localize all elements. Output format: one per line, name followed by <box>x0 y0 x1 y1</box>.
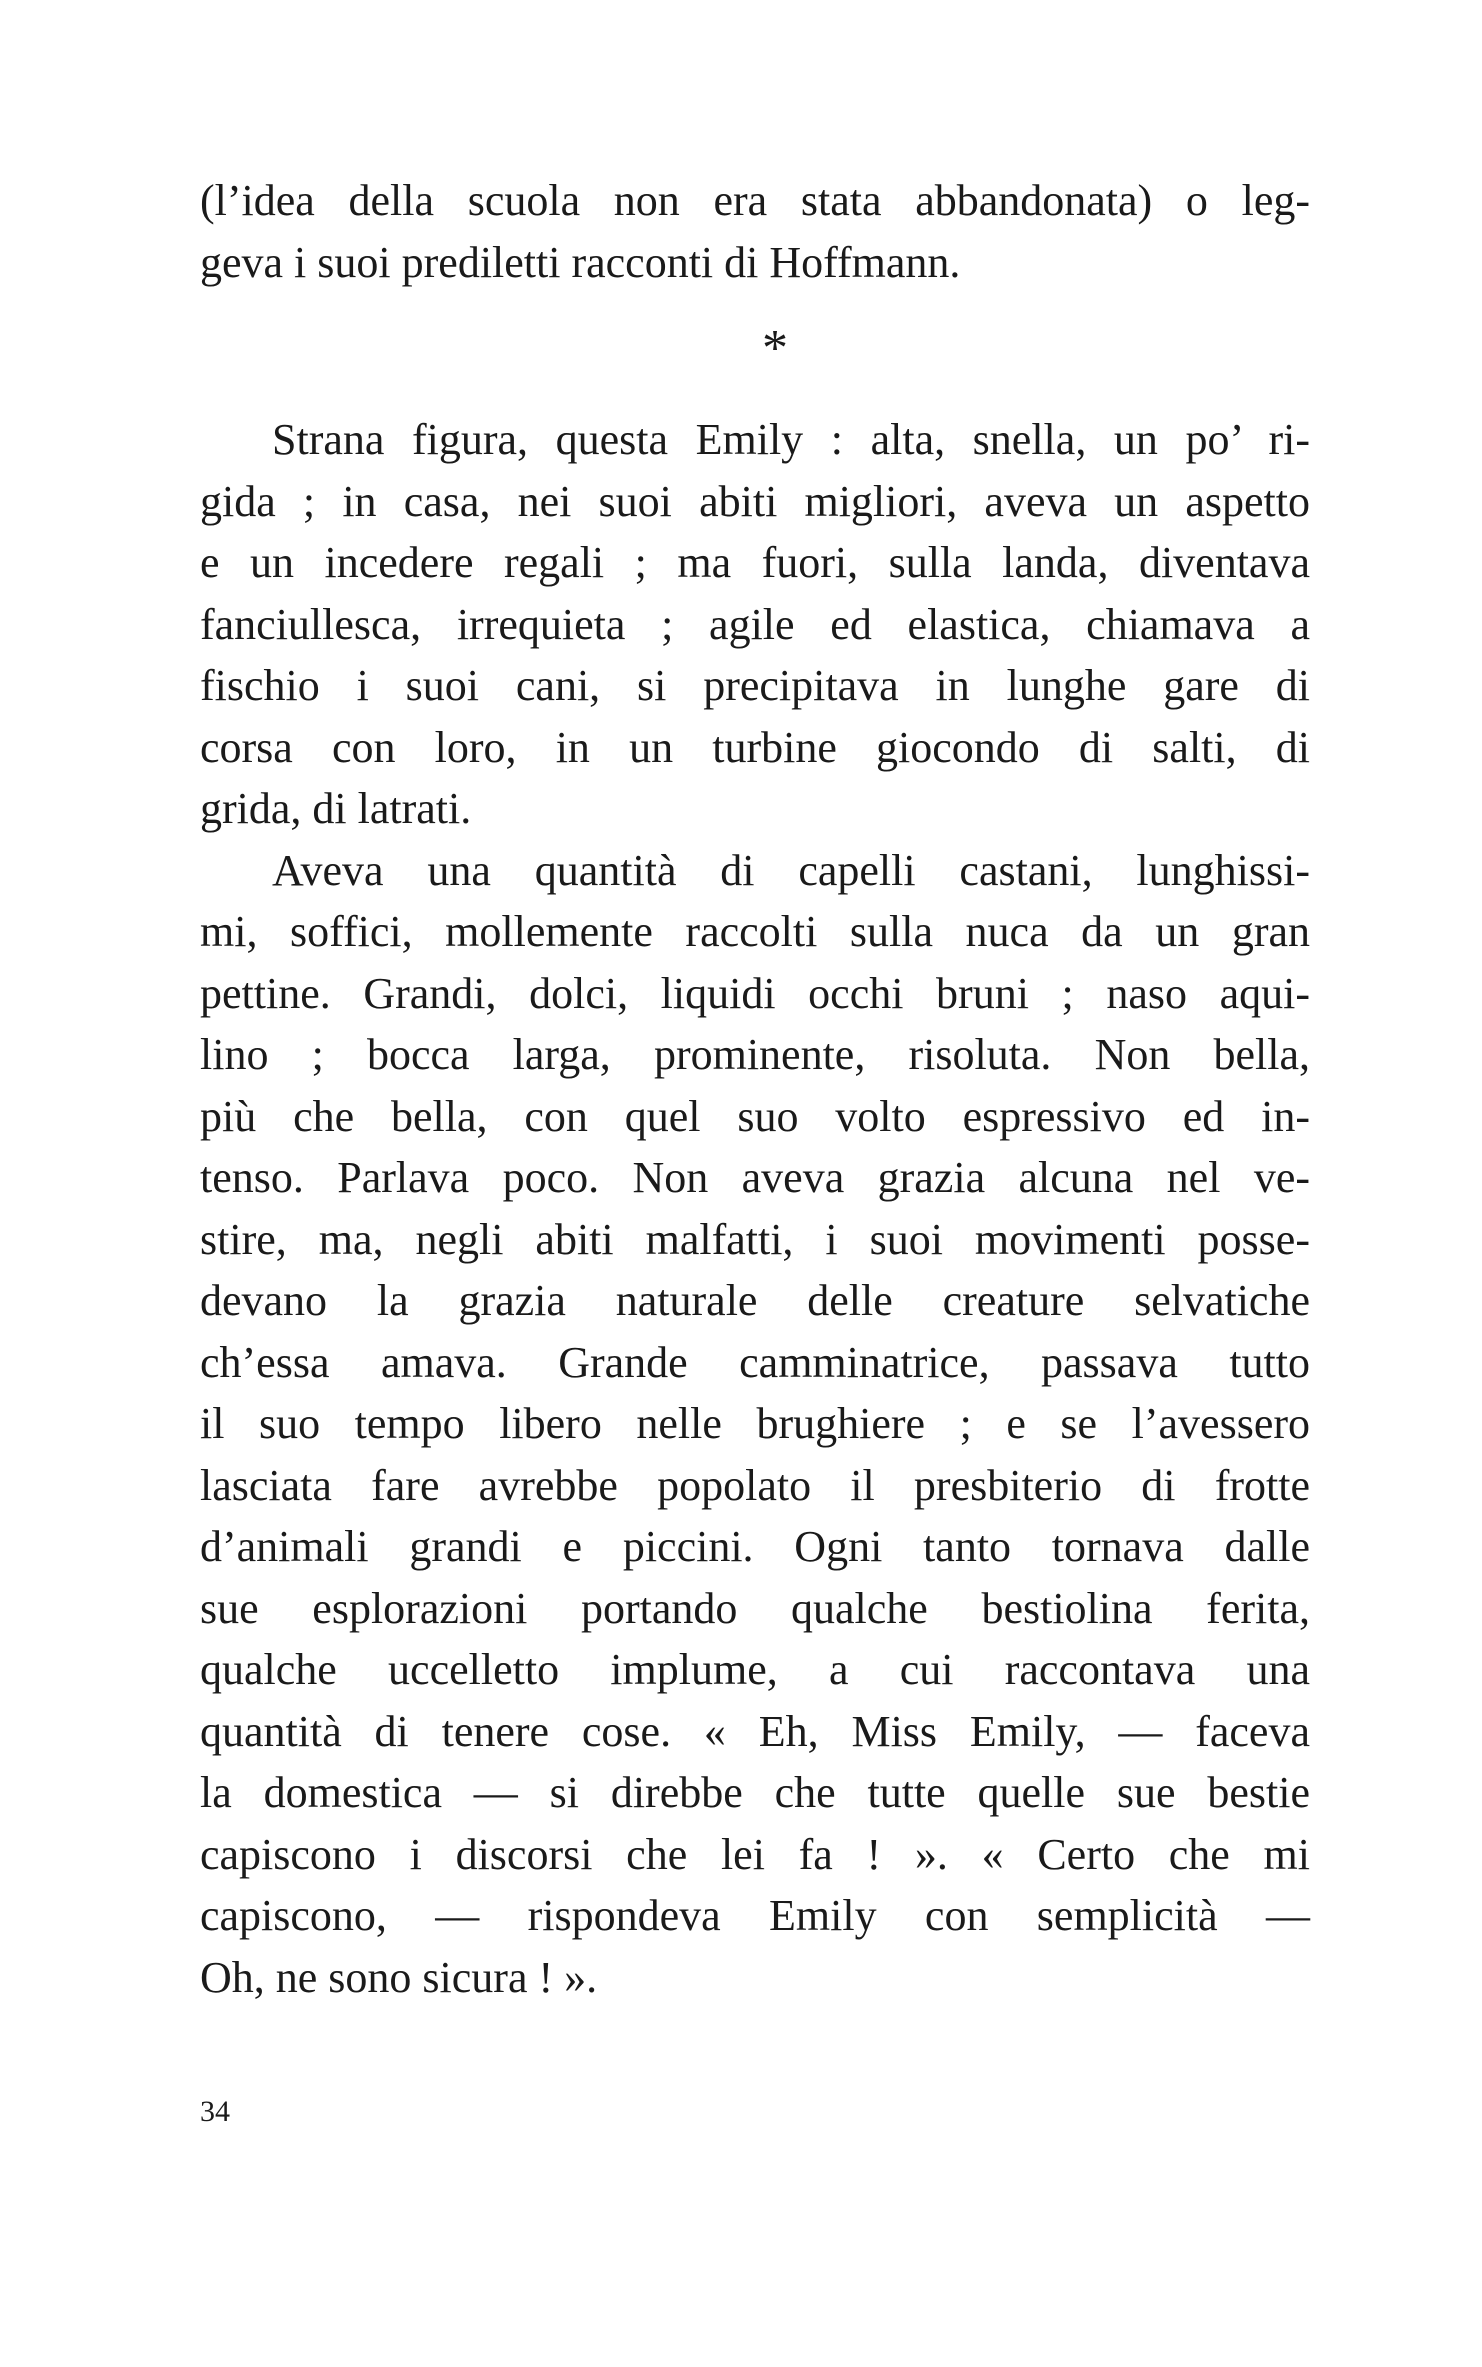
paragraph-emily-figure <box>200 409 1310 840</box>
text-line: Oh, ne sono sicura ! ». <box>200 1952 598 2002</box>
continuation-paragraph <box>200 170 1310 293</box>
text-line: tenso. Parlava poco. Non aveva grazia alcuna nel ve- <box>200 1153 1310 1202</box>
text-line: devano la grazia naturale delle creature selvatiche <box>200 1276 1310 1325</box>
text-line: fischio i suoi cani, si precipitava in lunghe gare di <box>200 661 1310 710</box>
paragraph-emily-appearance <box>200 840 1310 2009</box>
text-line: corsa con loro, in un turbine giocondo di salti, di <box>200 722 1310 772</box>
text-line: (l’idea della scuola non era stata abbandonata) o leg- <box>200 176 1310 225</box>
text-line: e un incedere regali ; ma fuori, sulla landa, diventava <box>200 538 1310 587</box>
text-line: stire, ma, negli abiti malfatti, i suoi movimenti posse- <box>200 1214 1310 1264</box>
text-line: la domestica — si direbbe che tutte quelle sue bestie <box>200 1768 1310 1817</box>
text-line: capiscono, — rispondeva Emily con semplicità — <box>200 1891 1310 1940</box>
section-separator: * <box>762 320 788 377</box>
text-line: capiscono i discorsi che lei fa ! ». « Certo che mi <box>200 1829 1310 1879</box>
text-line: gida ; in casa, nei suoi abiti migliori, aveva un aspetto <box>200 476 1310 526</box>
text-line: lasciata fare avrebbe popolato il presbiterio di frotte <box>200 1460 1310 1510</box>
text-line: fanciullesca, irrequieta ; agile ed elastica, chiamava a <box>200 599 1310 649</box>
page-body <box>200 170 1310 2008</box>
text-line: Strana figura, questa Emily : alta, snella, un po’ ri- <box>272 415 1310 464</box>
text-line: lino ; bocca larga, prominente, risoluta. Non bella, <box>200 1030 1310 1079</box>
text-line: sue esplorazioni portando qualche bestiolina ferita, <box>200 1583 1310 1633</box>
text-line: grida, di latrati. <box>200 784 472 833</box>
text-line: il suo tempo libero nelle brughiere ; e se l’avessero <box>200 1399 1310 1448</box>
text-line: mi, soffici, mollemente raccolti sulla nuca da un gran <box>200 907 1310 956</box>
text-line: Aveva una quantità di capelli castani, lunghissi- <box>272 845 1310 895</box>
text-line: più che bella, con quel suo volto espressivo ed in- <box>200 1091 1310 1141</box>
page-number: 34 <box>200 2095 230 2128</box>
text-line: qualche uccelletto implume, a cui raccontava una <box>200 1645 1310 1694</box>
text-line: geva i suoi prediletti racconti di Hoffmann. <box>200 237 961 287</box>
text-line: pettine. Grandi, dolci, liquidi occhi bruni ; naso aqui- <box>200 968 1310 1018</box>
text-line: ch’essa amava. Grande camminatrice, passava tutto <box>200 1337 1310 1387</box>
text-line: d’animali grandi e piccini. Ogni tanto tornava dalle <box>200 1522 1310 1571</box>
text-line: quantità di tenere cose. « Eh, Miss Emily, — faceva <box>200 1706 1310 1756</box>
